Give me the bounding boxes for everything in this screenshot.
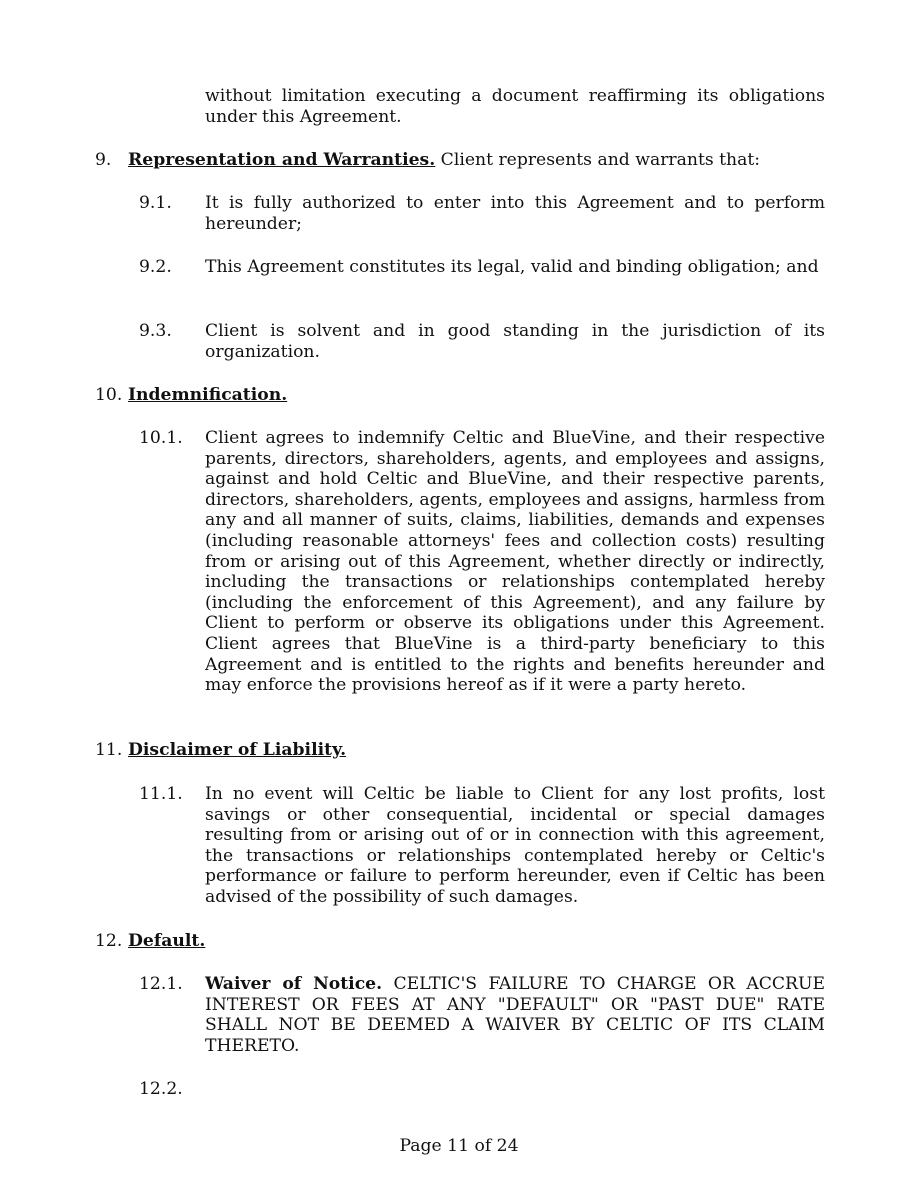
section-11-title bbox=[128, 740, 346, 761]
item-12-2-number: 12.2. bbox=[139, 1079, 183, 1099]
item-9-3-text: Client is solvent and in good standing in the jurisdiction of its organization. bbox=[205, 321, 825, 362]
section-10-heading: Indemnification. bbox=[128, 385, 288, 405]
item-9-2-number: 9.2. bbox=[139, 257, 172, 277]
section-12-number: 12. bbox=[95, 931, 123, 951]
item-11-1-text: In no event will Celtic be liable to Client for any lost profits, lost savings or other consequential, incidental or special damages resulting from or arising out of or in connection with this agreement, the transactions or relationships contemplated hereby or Celtic's performance or failure to perform hereunder, even if Celtic has been advised of the possibility of such damages. bbox=[205, 784, 825, 907]
section-9-number: 9. bbox=[95, 150, 112, 170]
section-9-intro: Client represents and warrants that: bbox=[435, 150, 761, 170]
page-number-footer: Page 11 of 24 bbox=[399, 1136, 519, 1156]
section-10-number: 10. bbox=[95, 385, 123, 405]
item-10-1-number: 10.1. bbox=[139, 428, 183, 448]
item-9-1-number: 9.1. bbox=[139, 193, 172, 213]
section-9-heading: Representation and Warranties. bbox=[128, 150, 436, 170]
item-12-1-body: CELTIC'S FAILURE TO CHARGE OR ACCRUE INTEREST OR FEES AT ANY "DEFAULT" OR "PAST DUE" RATE SHALL NOT BE DEEMED A WAIVER BY CELTIC OF ITS CLAIM THERETO. bbox=[205, 974, 826, 1056]
section-11-heading: Disclaimer of Liability. bbox=[128, 740, 347, 760]
section-11-number: 11. bbox=[95, 740, 123, 760]
item-12-1-lead: Waiver of Notice. bbox=[205, 974, 383, 994]
section-10-title bbox=[128, 385, 287, 406]
item-12-1-text bbox=[205, 974, 825, 1056]
item-12-1-number: 12.1. bbox=[139, 974, 183, 994]
section-9-title bbox=[128, 150, 760, 171]
section-12-heading: Default. bbox=[128, 931, 206, 951]
item-9-1-text: It is fully authorized to enter into this Agreement and to perform hereunder; bbox=[205, 193, 825, 234]
continuation-paragraph: without limitation executing a document reaffirming its obligations under this Agreement. bbox=[205, 86, 825, 127]
section-12-title bbox=[128, 931, 205, 952]
item-10-1-text: Client agrees to indemnify Celtic and BlueVine, and their respective parents, directors, shareholders, agents, and employees and assigns, against and hold Celtic and BlueVine, and their respective parents, directors, shareholders, agents, employees and assigns, harmless from any and all manner of suits, claims, liabilities, demands and expenses (including reasonable attorneys' fees and collection costs) resulting from or arising out of this Agreement, whether directly or indirectly, including the transactions or relationships contemplated hereby (including the enforcement of this Agreement), and any failure by Client to perform or observe its obligations under this Agreement. Client agrees that BlueVine is a third-party beneficiary to this Agreement and is entitled to the rights and benefits hereunder and may enforce the provisions hereof as if it were a party hereto. bbox=[205, 428, 825, 696]
item-11-1-number: 11.1. bbox=[139, 784, 183, 804]
item-9-2-text: This Agreement constitutes its legal, valid and binding obligation; and bbox=[205, 257, 819, 277]
item-9-3-number: 9.3. bbox=[139, 321, 172, 341]
